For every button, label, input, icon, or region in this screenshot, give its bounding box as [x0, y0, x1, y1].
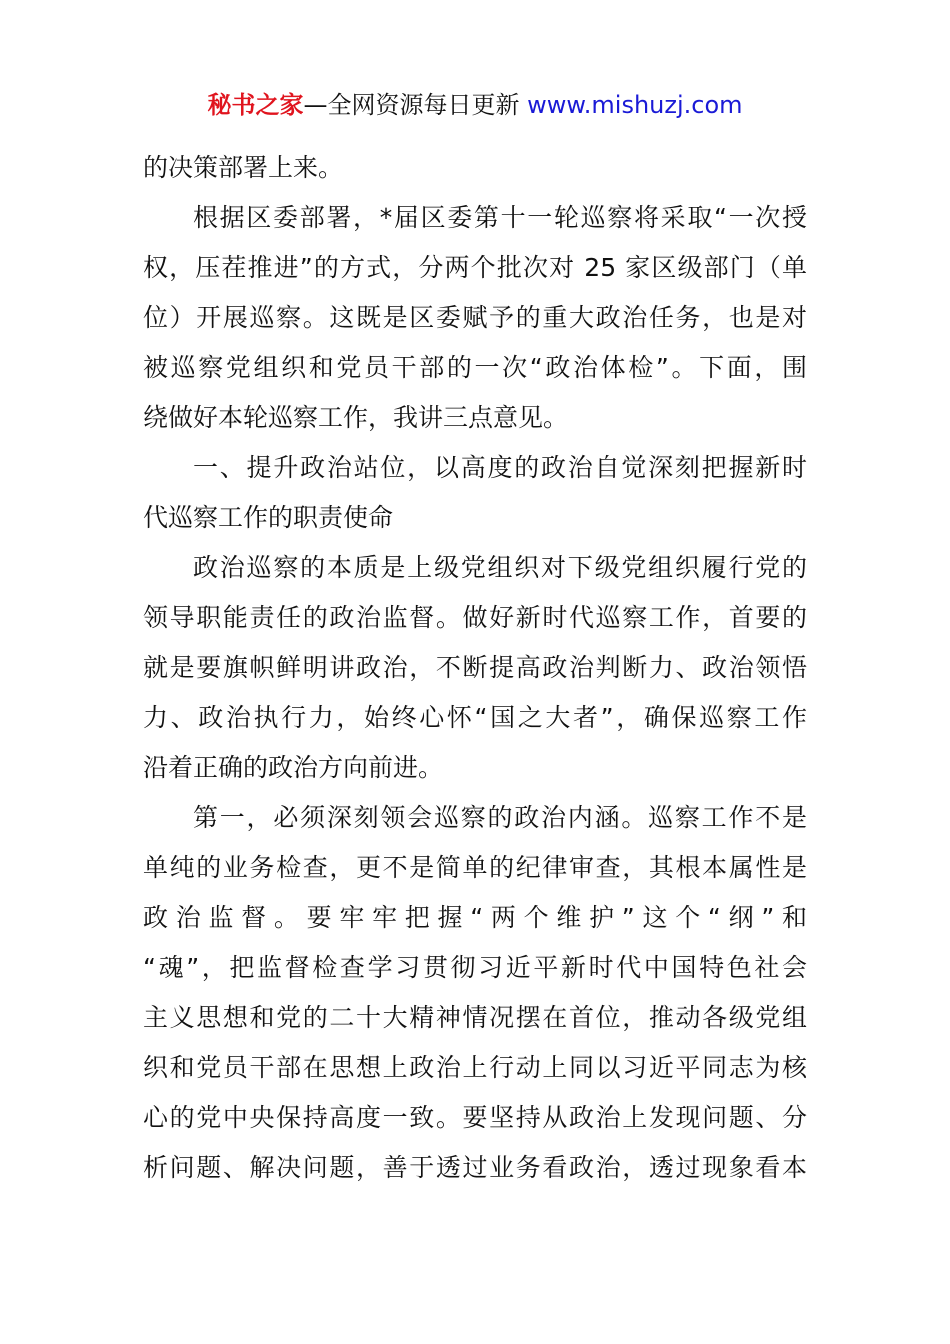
text-line: 心的党中央保持高度一致。要坚持从政治上发现问题、分 [143, 1103, 807, 1132]
text-line: 绕做好本轮巡察工作，我讲三点意见。 [143, 403, 569, 432]
text-line: 位）开展巡察。这既是区委赋予的重大政治任务，也是对 [143, 303, 807, 332]
site-tagline: —全网资源每日更新 [303, 91, 520, 119]
text-line: 织和党员干部在思想上政治上行动上同以习近平同志为核 [143, 1053, 807, 1082]
text-line: 析问题、解决问题，善于透过业务看政治，透过现象看本 [143, 1153, 807, 1182]
section-heading-line: 一、提升政治站位，以高度的政治自觉深刻把握新时 [193, 453, 807, 482]
text-line: 政治巡察的本质是上级党组织对下级党组织履行党的 [193, 553, 807, 582]
section-heading-line: 代巡察工作的职责使命 [143, 503, 394, 532]
text-line: 的决策部署上来。 [143, 153, 344, 182]
text-line: 就是要旗帜鲜明讲政治，不断提高政治判断力、政治领悟 [143, 653, 807, 682]
text-line: 根据区委部署，*届区委第十一轮巡察将采取“一次授 [193, 203, 807, 232]
text-line: “魂”，把监督检查学习贯彻习近平新时代中国特色社会 [143, 953, 807, 982]
text-line: 单纯的业务检查，更不是简单的纪律审查，其根本属性是 [143, 853, 807, 882]
text-line: 沿着正确的政治方向前进。 [143, 753, 444, 782]
text-line: 权，压茬推进”的方式，分两个批次对 25 家区级部门（单 [143, 253, 807, 282]
site-url-link[interactable]: www.mishuzj.com [527, 91, 743, 119]
text-line: 领导职能责任的政治监督。做好新时代巡察工作，首要的 [143, 603, 807, 632]
site-header [0, 88, 950, 122]
text-line: 第一，必须深刻领会巡察的政治内涵。巡察工作不是 [193, 803, 807, 832]
text-line: 被巡察党组织和党员干部的一次“政治体检”。下面，围 [143, 353, 807, 382]
text-line: 力、政治执行力，始终心怀“国之大者”，确保巡察工作 [143, 703, 807, 732]
site-brand: 秘书之家 [207, 91, 304, 119]
document-body [143, 143, 807, 1193]
text-line: 政治监督。要牢牢把握“两个维护”这个“纲”和 [143, 903, 807, 932]
text-line: 主义思想和党的二十大精神情况摆在首位，推动各级党组 [143, 1003, 807, 1032]
